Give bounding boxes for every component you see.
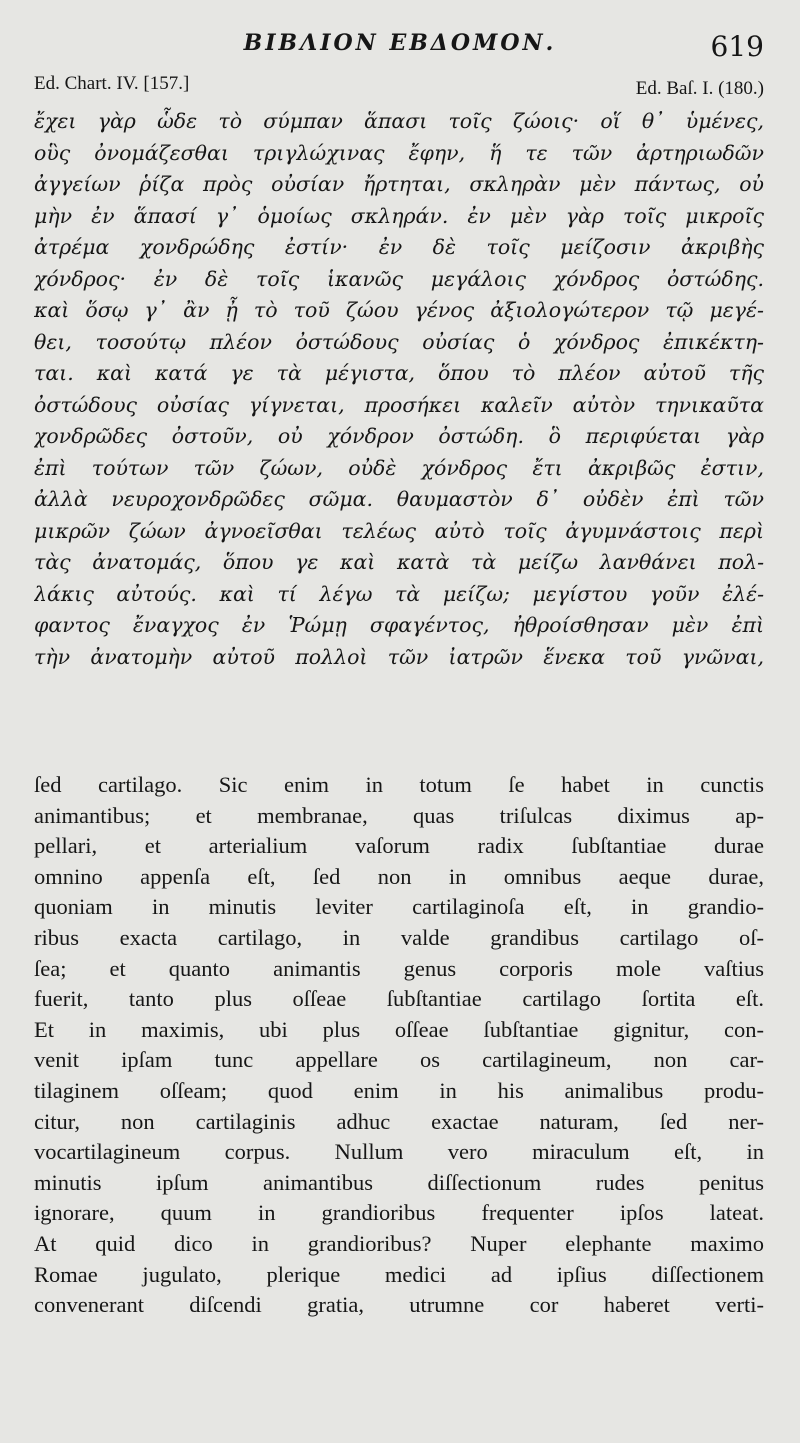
latin-line: fuerit, tanto plus oſſeae ſubſtantiae cartilago ſortita eſt. <box>34 986 764 1012</box>
greek-line: ἐπὶ τούτων τῶν ζώων, οὐδὲ χόνδρος ἔτι ἀκριβῶς ἐστιν, <box>34 455 764 480</box>
page-number: 619 <box>710 30 764 63</box>
latin-line: venit ipſam tunc appellare os cartilagineum, non car- <box>34 1047 764 1073</box>
greek-line: ἀτρέμα χονδρώδης ἐστίν· ἐν δὲ τοῖς μείζοσιν ἀκριβὴς <box>34 235 764 259</box>
latin-line: pellari, et arterialium vaſorum radix ſubſtantiae durae <box>34 833 764 859</box>
latin-line: At quid dico in grandioribus? Nuper elephante maximo <box>34 1230 764 1256</box>
running-head-title: BIBΛΙΟΝ ΕΒΔΟΜΟΝ. <box>243 30 557 56</box>
greek-text-block <box>34 106 764 673</box>
greek-line: λάκις αὐτούς. καὶ τί λέγω τὰ μείζω; μεγίστου γοῦν ἐλέ- <box>34 581 764 606</box>
latin-line: Romae jugulato, plerique medici ad ipſius diſſectionem <box>34 1261 764 1287</box>
greek-line: οὓς ὀνομάζεσθαι τριγλώχινας ἔφην, ἥ τε τῶν ἀρτηριωδῶν <box>34 140 764 165</box>
latin-line: Et in maximis, ubi plus oſſeae ſubſtantiae gignitur, con- <box>34 1016 764 1042</box>
greek-line: ται. καὶ κατά γε τὰ μέγιστα, ὅπου τὸ πλέον αὐτοῦ τῆς <box>34 361 764 385</box>
greek-line: χόνδρος· ἐν δὲ τοῖς ἱκανῶς μεγάλοις χόνδρος ὀστώδης. <box>34 266 764 291</box>
latin-line: vocartilagineum corpus. Nullum vero miraculum eſt, in <box>34 1139 764 1165</box>
greek-line: ἀλλὰ νευροχονδρῶδες σῶμα. θαυμαστὸν δ᾽ οὐδὲν ἐπὶ τῶν <box>34 487 764 511</box>
greek-line: μὴν ἐν ἅπασί γ᾽ ὁμοίως σκληράν. ἐν μὲν γὰρ τοῖς μικροῖς <box>34 203 764 228</box>
latin-line: convenerant diſcendi gratia, utrumne cor haberet verti- <box>34 1292 764 1318</box>
edition-reference-right: Ed. Baſ. I. (180.) <box>635 78 764 99</box>
latin-line: omnino appenſa eſt, ſed non in omnibus aeque durae, <box>34 863 764 889</box>
greek-line: ἔχει γὰρ ὧδε τὸ σύμπαν ἅπασι τοῖς ζώοις· οἵ θ᾽ ὑμένες, <box>34 109 764 133</box>
greek-line: μικρῶν ζώων ἀγνοεῖσθαι τελέως αὐτὸ τοῖς ἀγυμνάστοις περὶ <box>34 518 764 543</box>
latin-line: ribus exacta cartilago, in valde grandibus cartilago oſ- <box>34 924 764 950</box>
greek-line: φαντος ἔναγχος ἐν Ῥώμῃ σφαγέντος, ἠθροίσθησαν μὲν ἐπὶ <box>34 613 764 637</box>
greek-line: ἀγγείων ῥίζα πρὸς οὐσίαν ἤρτηται, σκληρὰν μὲν πάντως, οὐ <box>34 172 764 196</box>
greek-line: καὶ ὅσῳ γ᾽ ἂν ᾖ τὸ τοῦ ζώου γένος ἀξιολογώτερον τῷ μεγέ- <box>34 298 764 322</box>
latin-line: minutis ipſum animantibus diſſectionum rudes penitus <box>34 1169 764 1195</box>
latin-line: quoniam in minutis leviter cartilaginoſa eſt, in grandio- <box>34 894 764 920</box>
latin-text-block <box>34 770 764 1321</box>
latin-line: ſea; et quanto animantis genus corporis mole vaſtius <box>34 955 764 981</box>
greek-line: τὰς ἀνατομάς, ὅπου γε καὶ κατὰ τὰ μείζω λανθάνει πολ- <box>34 550 764 574</box>
latin-line: ignorare, quum in grandioribus frequenter ipſos lateat. <box>34 1200 764 1226</box>
latin-line: citur, non cartilaginis adhuc exactae naturam, ſed ner- <box>34 1108 764 1134</box>
latin-line: tilaginem oſſeam; quod enim in his animalibus produ- <box>34 1077 764 1103</box>
greek-line: ὀστώδους οὐσίας γίγνεται, προσήκει καλεῖν αὐτὸν τηνικαῦτα <box>34 392 764 417</box>
greek-line: θει, τοσούτῳ πλέον ὀστώδους οὐσίας ὁ χόνδρος ἐπικέκτη- <box>34 329 764 354</box>
latin-line: animantibus; et membranae, quas triſulcas diximus ap- <box>34 802 764 828</box>
edition-reference-left: Ed. Chart. IV. [157.] <box>34 73 190 94</box>
latin-line: ſed cartilago. Sic enim in totum ſe habet in cunctis <box>34 772 764 797</box>
greek-line: τὴν ἀνατομὴν αὐτοῦ πολλοὶ τῶν ἰατρῶν ἕνεκα τοῦ γνῶναι, <box>34 644 764 669</box>
greek-line: χονδρῶδες ὀστοῦν, οὐ χόνδρον ὀστώδη. ὃ περιφύεται γὰρ <box>34 424 764 448</box>
